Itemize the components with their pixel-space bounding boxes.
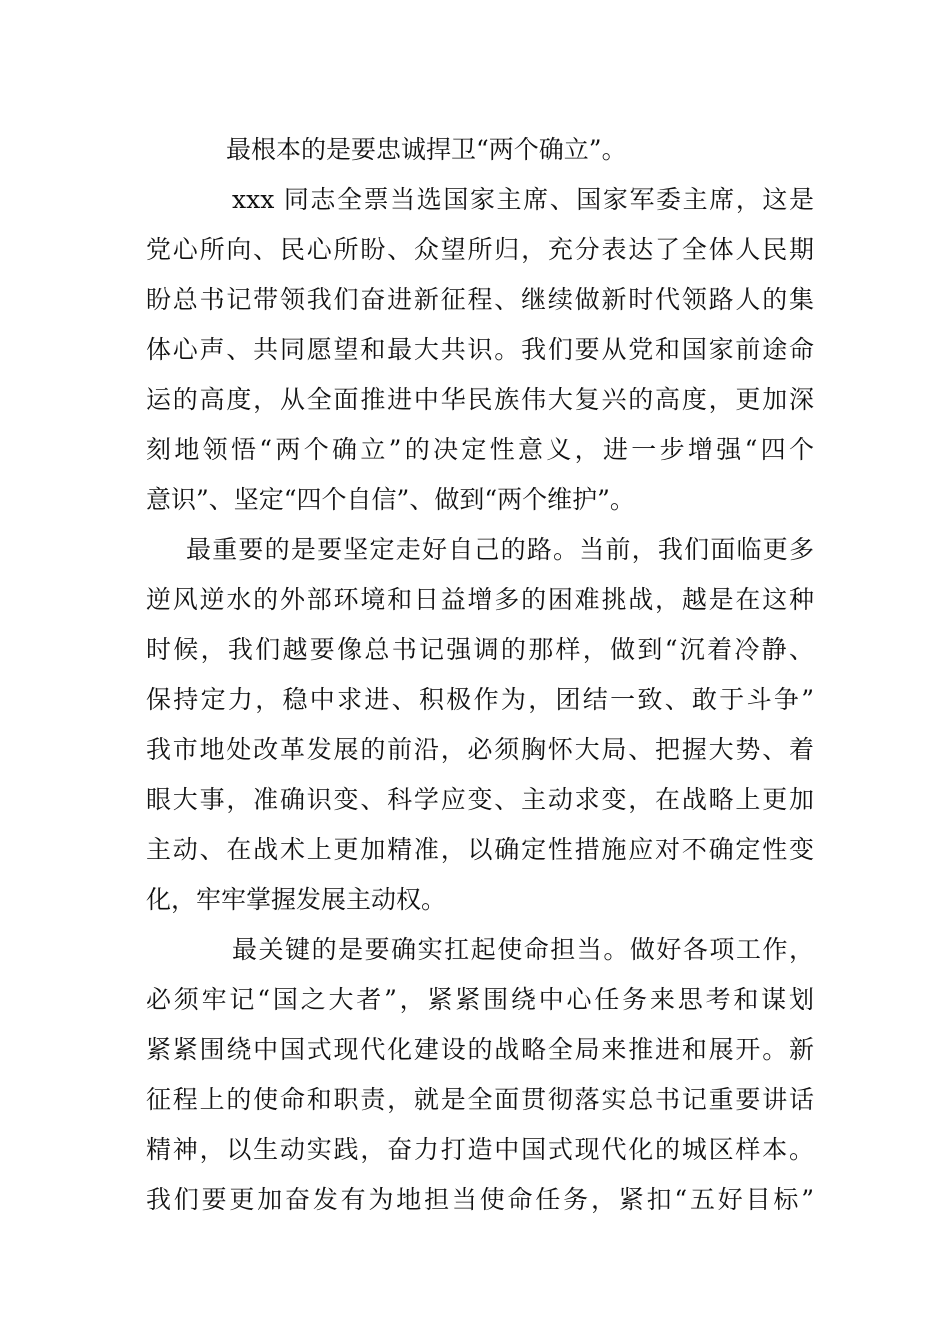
paragraph-2-line-7: 意识”、坚定“四个自信”、做到“两个维护”。 <box>146 485 635 514</box>
paragraph-3-line-3: 时候，我们越要像总书记强调的那样，做到“沉着冷静、 <box>146 635 814 664</box>
paragraph-3-line-1: 最重要的是要坚定走好自己的路。当前，我们面临更多 <box>186 535 814 564</box>
paragraph-2-line-3: 盼总书记带领我们奋进新征程、继续做新时代领路人的集 <box>146 285 814 314</box>
paragraph-2-line-2: 党心所向、民心所盼、众望所归，充分表达了全体人民期 <box>146 235 814 264</box>
paragraph-2-line-1: xxx 同志全票当选国家主席、国家军委主席，这是 <box>232 185 814 214</box>
paragraph-4-line-2: 必须牢记“国之大者”，紧紧围绕中心任务来思考和谋划 <box>146 985 814 1014</box>
paragraph-3-line-2: 逆风逆水的外部环境和日益增多的困难挑战，越是在这种 <box>146 585 814 614</box>
paragraph-4-line-3: 紧紧围绕中国式现代化建设的战略全局来推进和展开。新 <box>146 1035 814 1064</box>
paragraph-3-line-6: 眼大事，准确识变、科学应变、主动求变，在战略上更加 <box>146 785 814 814</box>
paragraph-3-line-4: 保持定力，稳中求进、积极作为，团结一致、敢于斗争” <box>146 685 814 714</box>
paragraph-3-line-7: 主动、在战术上更加精准，以确定性措施应对不确定性变 <box>146 835 814 864</box>
paragraph-4-line-4: 征程上的使命和职责，就是全面贯彻落实总书记重要讲话 <box>146 1085 814 1114</box>
paragraph-3-line-5: 我市地处改革发展的前沿，必须胸怀大局、把握大势、着 <box>146 735 814 764</box>
paragraph-2-line-6: 刻地领悟“两个确立”的决定性意义，进一步增强“四个 <box>146 435 814 464</box>
paragraph-3-line-8: 化，牢牢掌握发展主动权。 <box>146 885 447 914</box>
paragraph-4-line-1: 最关键的是要确实扛起使命担当。做好各项工作， <box>232 935 814 964</box>
paragraph-4-line-5: 精神，以生动实践，奋力打造中国式现代化的城区样本。 <box>146 1135 814 1164</box>
paragraph-2-line-5: 运的高度，从全面推进中华民族伟大复兴的高度，更加深 <box>146 385 814 414</box>
paragraph-4-line-6: 我们要更加奋发有为地担当使命任务，紧扣“五好目标” <box>146 1185 814 1214</box>
paragraph-1-line-1: 最根本的是要忠诚捍卫“两个确立”。 <box>226 135 627 164</box>
paragraph-2-line-4: 体心声、共同愿望和最大共识。我们要从党和国家前途命 <box>146 335 814 364</box>
